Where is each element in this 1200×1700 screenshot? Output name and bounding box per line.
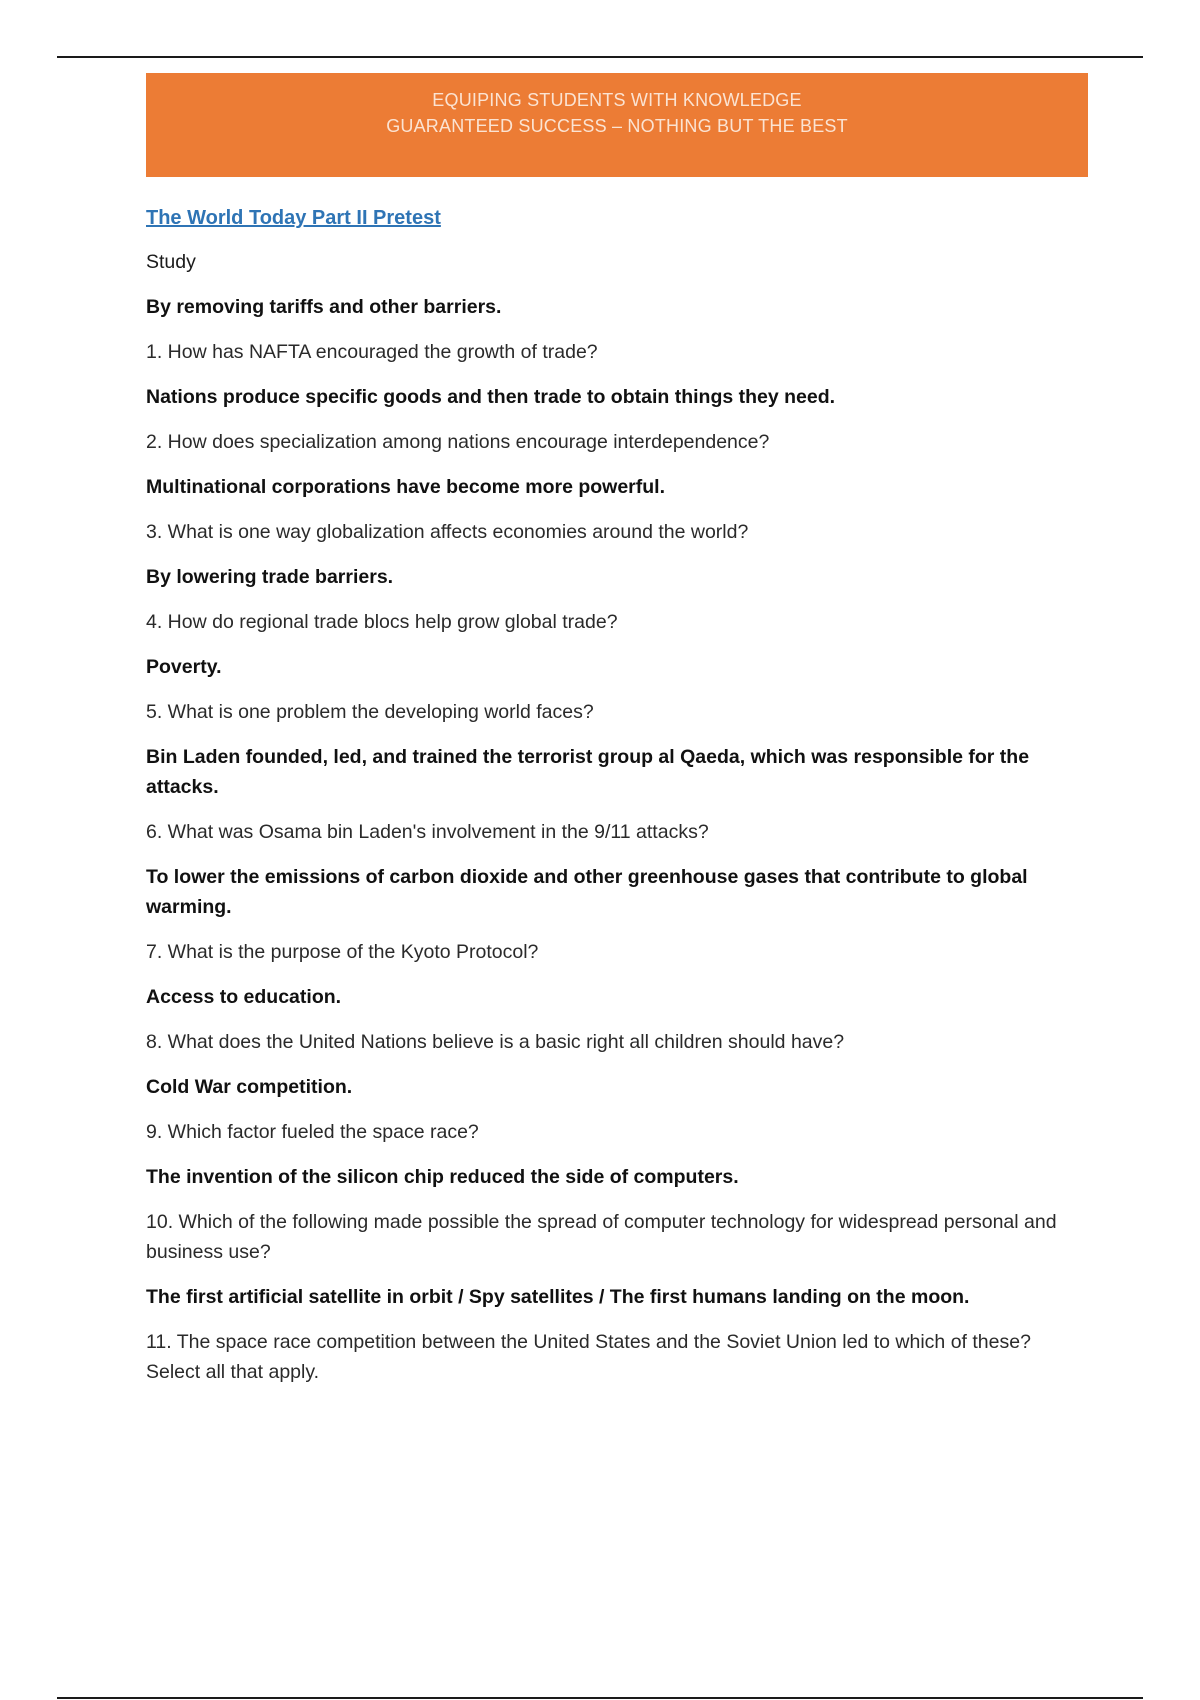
answer-11: The first artificial satellite in orbit / Spy satellites / The first humans landing on the moon. [146, 1286, 970, 1308]
answer-2: Nations produce specific goods and then trade to obtain things they need. [146, 386, 836, 408]
question-7: 7. What is the purpose of the Kyoto Protocol? [146, 941, 539, 963]
header-banner [146, 73, 1088, 177]
question-5: 5. What is one problem the developing world faces? [146, 701, 594, 723]
top-rule [57, 56, 1143, 58]
answer-6: Bin Laden founded, led, and trained the terrorist group al Qaeda, which was responsible for the attacks. [146, 746, 1030, 798]
answer-5: Poverty. [146, 656, 222, 678]
intro-text: Study [146, 251, 196, 273]
answer-1: By removing tariffs and other barriers. [146, 296, 502, 318]
question-6: 6. What was Osama bin Laden's involvement in the 9/11 attacks? [146, 821, 709, 843]
banner-line-1: EQUIPING STUDENTS WITH KNOWLEDGE [432, 90, 802, 110]
bottom-rule [57, 1697, 1143, 1699]
question-4: 4. How do regional trade blocs help grow global trade? [146, 611, 618, 633]
question-11: 11. The space race competition between the United States and the Soviet Union led to which of these? Select all that apply. [146, 1331, 1031, 1383]
answer-3: Multinational corporations have become more powerful. [146, 476, 665, 498]
answer-10: The invention of the silicon chip reduced the side of computers. [146, 1166, 739, 1188]
answer-8: Access to education. [146, 986, 342, 1008]
question-9: 9. Which factor fueled the space race? [146, 1121, 479, 1143]
answer-4: By lowering trade barriers. [146, 566, 394, 588]
answer-9: Cold War competition. [146, 1076, 353, 1098]
document-title-link[interactable]: The World Today Part II Pretest [146, 207, 441, 229]
question-10: 10. Which of the following made possible the spread of computer technology for widespread personal and business use? [146, 1211, 1057, 1263]
question-1: 1. How has NAFTA encouraged the growth of trade? [146, 341, 598, 363]
document-body [146, 200, 1076, 1402]
banner-line-2: GUARANTEED SUCCESS – NOTHING BUT THE BEST [386, 116, 848, 136]
question-2: 2. How does specialization among nations encourage interdependence? [146, 431, 770, 453]
question-3: 3. What is one way globalization affects economies around the world? [146, 521, 749, 543]
answer-7: To lower the emissions of carbon dioxide and other greenhouse gases that contribute to global warming. [146, 866, 1028, 918]
question-8: 8. What does the United Nations believe is a basic right all children should have? [146, 1031, 845, 1053]
